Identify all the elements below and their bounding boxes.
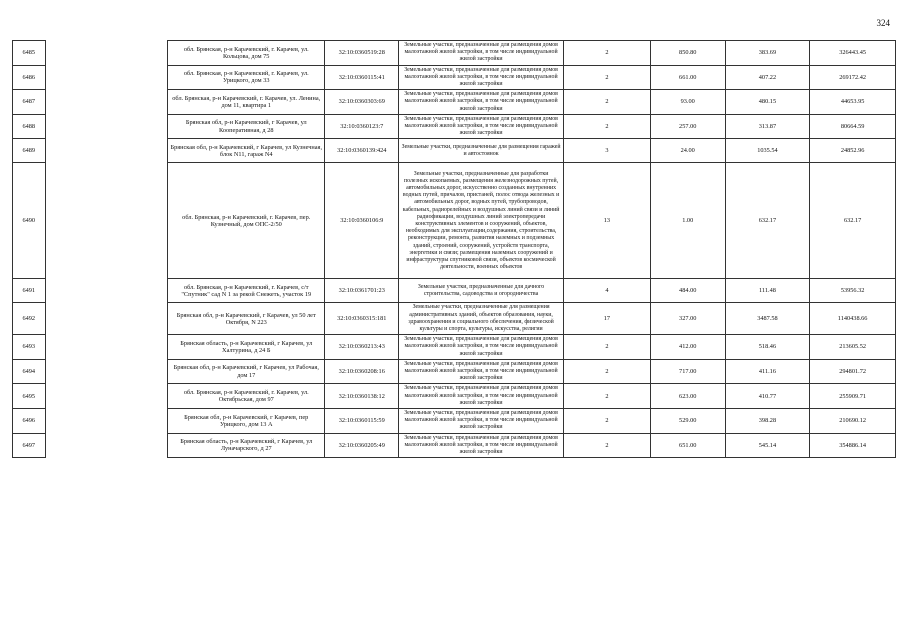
table-row <box>13 139 896 163</box>
row-number: 6485 <box>13 41 46 66</box>
row-spacer <box>45 65 168 90</box>
specific-value-cell: 480.15 <box>725 90 810 115</box>
group-code-cell: 2 <box>564 65 651 90</box>
group-code-cell: 2 <box>564 90 651 115</box>
area-cell: 717.00 <box>650 359 725 384</box>
address-cell: обл. Брянская, р-н Карачевский, г. Карачев, ул. Кольцова, дом 75 <box>168 41 325 66</box>
table-row <box>13 409 896 434</box>
land-use-description-cell: Земельные участки, предназначенные для размещения административных зданий, объектов образования, науки, здравоохранения и социального обеспечения, физической культуры и спорта, культуры, искусства, религии <box>399 303 564 335</box>
group-code-cell: 2 <box>564 433 651 458</box>
row-spacer <box>45 359 168 384</box>
cadastral-number-cell: 32:10:0360208:16 <box>325 359 399 384</box>
specific-value-cell: 111.48 <box>725 279 810 303</box>
land-use-description-cell: Земельные участки, предназначенные для размещения домов малоэтажной жилой застройки, в том числе индивидуальной жилой застройки <box>399 409 564 434</box>
table-row <box>13 279 896 303</box>
row-number: 6487 <box>13 90 46 115</box>
cadastral-number-cell: 32:10:0360138:12 <box>325 384 399 409</box>
row-spacer <box>45 90 168 115</box>
area-cell: 651.00 <box>650 433 725 458</box>
cadastral-number-cell: 32:10:0360315:181 <box>325 303 399 335</box>
row-number: 6489 <box>13 139 46 163</box>
address-cell: обл. Брянская, р-н Карачевский, г. Карачев, пер. Кузнечный, дом ОПС-2/50 <box>168 163 325 279</box>
group-code-cell: 2 <box>564 359 651 384</box>
address-cell: обл. Брянская, р-н Карачевский, г. Карачев, ул. Урицкого, дом 33 <box>168 65 325 90</box>
group-code-cell: 2 <box>564 114 651 139</box>
cadastral-value-cell: 326443.45 <box>810 41 896 66</box>
group-code-cell: 2 <box>564 41 651 66</box>
area-cell: 257.00 <box>650 114 725 139</box>
table-row <box>13 359 896 384</box>
row-spacer <box>45 163 168 279</box>
page-number: 324 <box>876 18 890 28</box>
cadastral-value-cell: 269172.42 <box>810 65 896 90</box>
land-use-description-cell: Земельные участки, предназначенные для размещения домов малоэтажной жилой застройки, в том числе индивидуальной жилой застройки <box>399 335 564 360</box>
area-cell: 850.80 <box>650 41 725 66</box>
specific-value-cell: 410.77 <box>725 384 810 409</box>
group-code-cell: 17 <box>564 303 651 335</box>
land-use-description-cell: Земельные участки, предназначенные для дачного строительства, садоводства и огородничества <box>399 279 564 303</box>
cadastral-number-cell: 32:10:0360519:28 <box>325 41 399 66</box>
table-body <box>13 41 896 458</box>
table-row <box>13 41 896 66</box>
address-cell: Брянская обл, р-н Карачевский, г Карачев, ул Рабочая, дом 17 <box>168 359 325 384</box>
row-spacer <box>45 433 168 458</box>
area-cell: 24.00 <box>650 139 725 163</box>
row-number: 6492 <box>13 303 46 335</box>
table-row <box>13 65 896 90</box>
address-cell: Брянская обл, р-н Карачевский, г Карачев, ул 50 лет Октября, N 223 <box>168 303 325 335</box>
area-cell: 623.00 <box>650 384 725 409</box>
table-row <box>13 384 896 409</box>
specific-value-cell: 632.17 <box>725 163 810 279</box>
cadastral-value-cell: 632.17 <box>810 163 896 279</box>
specific-value-cell: 407.22 <box>725 65 810 90</box>
land-use-description-cell: Земельные участки, предназначенные для размещения домов малоэтажной жилой застройки, в том числе индивидуальной жилой застройки <box>399 384 564 409</box>
group-code-cell: 2 <box>564 384 651 409</box>
address-cell: Брянская область, р-н Карачевский, г Карачев, ул Луначарского, д 27 <box>168 433 325 458</box>
table-row <box>13 303 896 335</box>
specific-value-cell: 1035.54 <box>725 139 810 163</box>
cadastral-value-cell: 213605.52 <box>810 335 896 360</box>
specific-value-cell: 3487.58 <box>725 303 810 335</box>
cadastral-value-cell: 210690.12 <box>810 409 896 434</box>
land-use-description-cell: Земельные участки, предназначенные для размещения гаражей и автостоянок <box>399 139 564 163</box>
land-use-description-cell: Земельные участки, предназначенные для размещения домов малоэтажной жилой застройки, в том числе индивидуальной жилой застройки <box>399 359 564 384</box>
row-number: 6496 <box>13 409 46 434</box>
table-row <box>13 163 896 279</box>
cadastral-number-cell: 32:10:0360115:41 <box>325 65 399 90</box>
group-code-cell: 3 <box>564 139 651 163</box>
land-use-description-cell: Земельные участки, предназначенные для размещения домов малоэтажной жилой застройки, в том числе индивидуальной жилой застройки <box>399 90 564 115</box>
row-number: 6491 <box>13 279 46 303</box>
land-use-description-cell: Земельные участки, предназначенные для размещения домов малоэтажной жилой застройки, в том числе индивидуальной жилой застройки <box>399 114 564 139</box>
group-code-cell: 13 <box>564 163 651 279</box>
row-number: 6488 <box>13 114 46 139</box>
land-use-description-cell: Земельные участки, предназначенные для разработки полезных ископаемых, размещения железнодорожных путей, автомобильных дорог, искусственно созданных внутренних водных путей, причалов, пристаней, полос отвода железных и автомобильных дорог, водных путей, трубопроводов, кабельных, радиорелейных и воздушных линий связи и линий радиофикации, воздушных линий электропередачи конструктивных элементов и сооружений, объектов, необходимых для эксплуатации,содержания, строительства, реконструкции, ремонта, развития наземных и подземных зданий, строений, сооружений, устройств транспорта, энергетики и связи; размещения наземных сооружений и инфраструктуры спутниковой связи, объектов космической деятельности, военных объектов <box>399 163 564 279</box>
area-cell: 412.00 <box>650 335 725 360</box>
specific-value-cell: 411.16 <box>725 359 810 384</box>
cadastral-value-cell: 354886.14 <box>810 433 896 458</box>
group-code-cell: 2 <box>564 409 651 434</box>
address-cell: обл. Брянская, р-н Карачевский, г. Карачев, с/т "Спутник" сад N 1 за рекой Снежеть, участок 19 <box>168 279 325 303</box>
row-spacer <box>45 139 168 163</box>
address-cell: Брянская область, р-н Карачевский, г Карачев, ул Халтурина, д 24 Б <box>168 335 325 360</box>
area-cell: 1.00 <box>650 163 725 279</box>
cadastral-number-cell: 32:10:0360303:69 <box>325 90 399 115</box>
address-cell: обл. Брянская, р-н Карачевский, г. Карачев, ул. Ленина, дом 11, квартира 1 <box>168 90 325 115</box>
cadastral-number-cell: 32:10:0360115:59 <box>325 409 399 434</box>
table-row <box>13 114 896 139</box>
area-cell: 93.00 <box>650 90 725 115</box>
table-row <box>13 335 896 360</box>
cadastral-value-table <box>12 40 896 458</box>
area-cell: 661.00 <box>650 65 725 90</box>
row-number: 6495 <box>13 384 46 409</box>
row-spacer <box>45 409 168 434</box>
cadastral-value-cell: 44653.95 <box>810 90 896 115</box>
specific-value-cell: 545.14 <box>725 433 810 458</box>
cadastral-number-cell: 32:10:0360139:424 <box>325 139 399 163</box>
row-spacer <box>45 384 168 409</box>
specific-value-cell: 313.87 <box>725 114 810 139</box>
row-spacer <box>45 279 168 303</box>
cadastral-value-cell: 294801.72 <box>810 359 896 384</box>
cadastral-number-cell: 32:10:0360106:9 <box>325 163 399 279</box>
address-cell: обл. Брянская, р-н Карачевский, г. Карачев, ул. Октябрьская, дом 97 <box>168 384 325 409</box>
row-spacer <box>45 335 168 360</box>
table-row <box>13 433 896 458</box>
address-cell: Брянская обл, р-н Карачевский, г Карачев, ул Кузнечная, блок N11, гараж N4 <box>168 139 325 163</box>
address-cell: Брянская обл, р-н Карачевский, г Карачев, ул Кооперативная, д 28 <box>168 114 325 139</box>
row-spacer <box>45 41 168 66</box>
area-cell: 529.00 <box>650 409 725 434</box>
specific-value-cell: 518.46 <box>725 335 810 360</box>
cadastral-value-cell: 24852.96 <box>810 139 896 163</box>
cadastral-value-cell: 53956.32 <box>810 279 896 303</box>
row-number: 6497 <box>13 433 46 458</box>
group-code-cell: 2 <box>564 335 651 360</box>
land-use-description-cell: Земельные участки, предназначенные для размещения домов малоэтажной жилой застройки, в том числе индивидуальной жилой застройки <box>399 65 564 90</box>
group-code-cell: 4 <box>564 279 651 303</box>
row-spacer <box>45 114 168 139</box>
specific-value-cell: 383.69 <box>725 41 810 66</box>
land-use-description-cell: Земельные участки, предназначенные для размещения домов малоэтажной жилой застройки, в том числе индивидуальной жилой застройки <box>399 41 564 66</box>
address-cell: Брянская обл, р-н Карачевский, г Карачев, пер Урицкого, дом 13 А <box>168 409 325 434</box>
specific-value-cell: 398.28 <box>725 409 810 434</box>
table-row <box>13 90 896 115</box>
land-use-description-cell: Земельные участки, предназначенные для размещения домов малоэтажной жилой застройки, в том числе индивидуальной жилой застройки <box>399 433 564 458</box>
cadastral-value-cell: 1140438.66 <box>810 303 896 335</box>
cadastral-value-cell: 255909.71 <box>810 384 896 409</box>
row-number: 6486 <box>13 65 46 90</box>
row-spacer <box>45 303 168 335</box>
row-number: 6493 <box>13 335 46 360</box>
row-number: 6494 <box>13 359 46 384</box>
cadastral-number-cell: 32:10:0360213:43 <box>325 335 399 360</box>
area-cell: 327.00 <box>650 303 725 335</box>
cadastral-number-cell: 32:10:0361701:23 <box>325 279 399 303</box>
cadastral-number-cell: 32:10:0360205:49 <box>325 433 399 458</box>
row-number: 6490 <box>13 163 46 279</box>
cadastral-number-cell: 32:10:0360123:7 <box>325 114 399 139</box>
area-cell: 484.00 <box>650 279 725 303</box>
cadastral-value-cell: 80664.59 <box>810 114 896 139</box>
